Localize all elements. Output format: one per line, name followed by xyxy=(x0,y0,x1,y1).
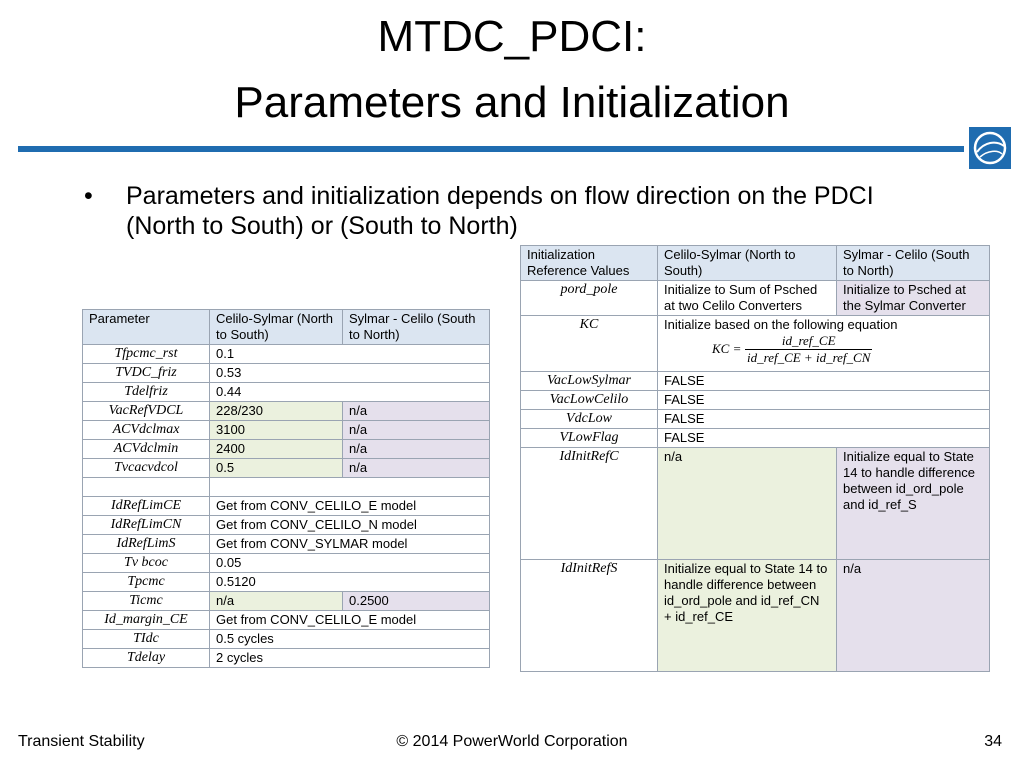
table-row xyxy=(83,592,490,611)
table-row xyxy=(83,440,490,459)
header-cell: Initialization Reference Values xyxy=(521,246,658,281)
ns-value-cell: n/a xyxy=(210,592,343,611)
param-cell: VdcLow xyxy=(521,410,658,429)
ns-value-cell: 3100 xyxy=(210,421,343,440)
value-cell: FALSE xyxy=(658,372,990,391)
table-row xyxy=(83,516,490,535)
sn-value-cell: Initialize to Psched at the Sylmar Converter xyxy=(837,281,990,316)
value-cell: 0.5120 xyxy=(210,573,490,592)
param-cell: Tdelfriz xyxy=(83,383,210,402)
header-cell: Celilo-Sylmar (North to South) xyxy=(210,310,343,345)
value-cell: FALSE xyxy=(658,429,990,448)
param-cell: IdRefLimCN xyxy=(83,516,210,535)
table-row xyxy=(83,364,490,383)
bullet-text: Parameters and initialization depends on flow direction on the PDCI (North to South) or (South to North) xyxy=(126,182,874,240)
table-row xyxy=(83,459,490,478)
sn-value-cell: n/a xyxy=(343,440,490,459)
header-cell: Celilo-Sylmar (North to South) xyxy=(658,246,837,281)
param-cell: Ticmc xyxy=(83,592,210,611)
table-row xyxy=(521,448,990,560)
sn-value-cell: 0.2500 xyxy=(343,592,490,611)
table-header-row xyxy=(521,246,990,281)
value-cell: 0.05 xyxy=(210,554,490,573)
value-cell: 0.44 xyxy=(210,383,490,402)
param-cell: pord_pole xyxy=(521,281,658,316)
sn-value-cell: Initialize equal to State 14 to handle difference between id_ord_pole and id_ref_S xyxy=(837,448,990,560)
table-row xyxy=(83,421,490,440)
powerworld-logo-icon xyxy=(968,126,1012,170)
param-cell: IdRefLimCE xyxy=(83,497,210,516)
value-cell: Get from CONV_SYLMAR model xyxy=(210,535,490,554)
parameters-table xyxy=(82,309,490,668)
table-row xyxy=(521,372,990,391)
param-cell: Tv bcoc xyxy=(83,554,210,573)
slide-title-line1: MTDC_PDCI: xyxy=(377,12,647,61)
value-cell: FALSE xyxy=(658,410,990,429)
value-cell: Get from CONV_CELILO_N model xyxy=(210,516,490,535)
title-rule xyxy=(18,146,964,152)
table-row xyxy=(83,573,490,592)
page-number: 34 xyxy=(984,733,1002,750)
value-cell: 0.1 xyxy=(210,345,490,364)
ns-value-cell: n/a xyxy=(658,448,837,560)
table-row xyxy=(521,281,990,316)
ns-value-cell: Initialize equal to State 14 to handle difference between id_ord_pole and id_ref_CN + id_ref_CE xyxy=(658,560,837,672)
param-cell: IdRefLimS xyxy=(83,535,210,554)
value-cell xyxy=(210,478,490,497)
kc-equation-cell xyxy=(658,316,990,372)
table-row xyxy=(83,649,490,668)
value-cell: 2 cycles xyxy=(210,649,490,668)
table-row xyxy=(521,410,990,429)
value-cell: FALSE xyxy=(658,391,990,410)
param-cell: KC xyxy=(521,316,658,372)
value-cell: Get from CONV_CELILO_E model xyxy=(210,611,490,630)
table-row xyxy=(521,560,990,672)
param-cell: TIdc xyxy=(83,630,210,649)
param-cell: IdInitRefC xyxy=(521,448,658,560)
ns-value-cell: Initialize to Sum of Psched at two Celilo Converters xyxy=(658,281,837,316)
value-cell: Get from CONV_CELILO_E model xyxy=(210,497,490,516)
slide-title-line2: Parameters and Initialization xyxy=(234,78,790,127)
ns-value-cell: 0.5 xyxy=(210,459,343,478)
kc-text: Initialize based on the following equation xyxy=(664,317,898,332)
value-cell: 0.5 cycles xyxy=(210,630,490,649)
ns-value-cell: 228/230 xyxy=(210,402,343,421)
sn-value-cell: n/a xyxy=(837,560,990,672)
param-cell: VLowFlag xyxy=(521,429,658,448)
sn-value-cell: n/a xyxy=(343,402,490,421)
kc-numerator: id_ref_CE xyxy=(745,333,872,350)
footer-left: Transient Stability xyxy=(18,733,145,750)
table-row xyxy=(521,316,990,372)
table-row xyxy=(521,391,990,410)
param-cell: VacRefVDCL xyxy=(83,402,210,421)
table-row xyxy=(83,402,490,421)
param-cell xyxy=(83,478,210,497)
table-row xyxy=(83,478,490,497)
sn-value-cell: n/a xyxy=(343,421,490,440)
header-cell: Sylmar - Celilo (South to North) xyxy=(837,246,990,281)
bullet-dot: • xyxy=(84,182,93,210)
param-cell: Tvcacvdcol xyxy=(83,459,210,478)
ns-value-cell: 2400 xyxy=(210,440,343,459)
kc-fraction xyxy=(745,333,872,366)
table-row xyxy=(83,497,490,516)
param-cell: TVDC_friz xyxy=(83,364,210,383)
initialization-table xyxy=(520,245,990,672)
table-row xyxy=(521,429,990,448)
table-header-row xyxy=(83,310,490,345)
kc-equation xyxy=(664,333,983,370)
table-row xyxy=(83,630,490,649)
table-row xyxy=(83,535,490,554)
table-row xyxy=(83,383,490,402)
footer-copyright: © 2014 PowerWorld Corporation xyxy=(396,733,628,750)
value-cell: 0.53 xyxy=(210,364,490,383)
param-cell: Tpcmc xyxy=(83,573,210,592)
header-cell: Sylmar - Celilo (South to North) xyxy=(343,310,490,345)
table-row xyxy=(83,611,490,630)
param-cell: VacLowSylmar xyxy=(521,372,658,391)
param-cell: Tdelay xyxy=(83,649,210,668)
param-cell: ACVdclmax xyxy=(83,421,210,440)
table-row xyxy=(83,554,490,573)
kc-denominator: id_ref_CE + id_ref_CN xyxy=(747,350,871,365)
header-cell: Parameter xyxy=(83,310,210,345)
param-cell: VacLowCelilo xyxy=(521,391,658,410)
param-cell: IdInitRefS xyxy=(521,560,658,672)
kc-lhs: KC = xyxy=(712,340,742,356)
param-cell: ACVdclmin xyxy=(83,440,210,459)
sn-value-cell: n/a xyxy=(343,459,490,478)
param-cell: Tfpcmc_rst xyxy=(83,345,210,364)
table-row xyxy=(83,345,490,364)
param-cell: Id_margin_CE xyxy=(83,611,210,630)
